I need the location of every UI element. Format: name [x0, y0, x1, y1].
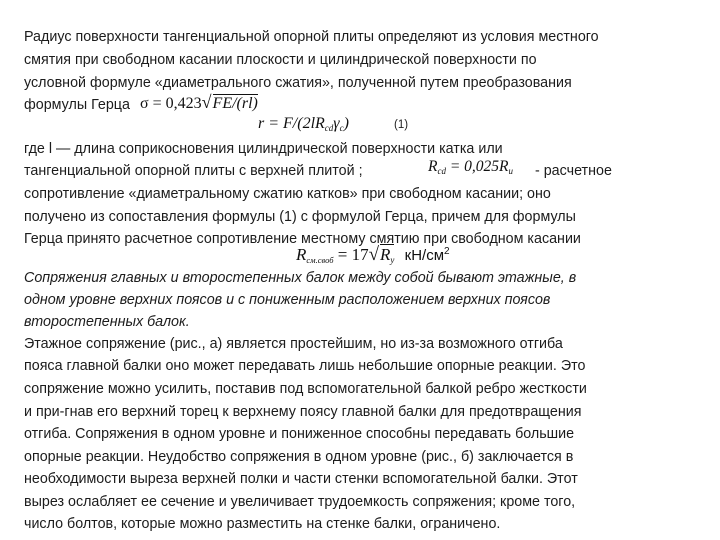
formula-rsm-radicand: [380, 244, 394, 264]
formula-rsm-rad-sub: y: [390, 255, 395, 265]
paragraph-line: отгиба. Сопряжения в одном уровне и пониженное способны передавать большие: [24, 426, 575, 442]
paragraph-line: и при-гнав его верхний торец к верхнему поясу главной балки для предотвращения: [24, 404, 582, 420]
paragraph-line: Этажное сопряжение (рис., а) является простейшим, но из-за возможного отгиба: [24, 336, 563, 352]
paragraph-line-italic: Сопряжения главных и второстепенных балок между собой бывают этажные, в: [24, 270, 577, 286]
formula-rcd-lhs: R: [428, 158, 438, 175]
formula-r-lhs: r = F/(2lR: [258, 115, 325, 132]
paragraph-line: опорные реакции. Неудобство сопряжения в одном уровне (рис., б) заключается в: [24, 449, 574, 465]
paragraph-line: вырез ослабляет ее сечение и увеличивает трудоемкость сопряжения; кроме того,: [24, 494, 576, 510]
formula-sigma: σ = 0,423√FE/(rl): [140, 92, 258, 112]
paragraph-line: Герца принято расчетное сопротивление местному смятию при свободном касании: [24, 231, 581, 247]
formula-rsm-unit-sup: 2: [444, 246, 450, 257]
formula-rcd: [428, 158, 513, 176]
formula-rsm-unit: кН/см: [404, 247, 445, 264]
paragraph-line: число болтов, которые можно разместить на стенке балки, ограничено.: [24, 516, 501, 532]
paragraph-line: смятия при свободном касании плоскости и цилиндрической поверхности по: [24, 52, 537, 68]
paragraph-line: - расчетное: [535, 163, 612, 179]
formula-r-sub2: c: [339, 123, 344, 133]
paragraph-line: получено из сопоставления формулы (1) с формулой Герца, причем для формулы: [24, 209, 576, 225]
formula-r-gamma: γ: [333, 115, 340, 132]
formula-rsm-mid: = 17: [337, 245, 369, 264]
paragraph-line: пояса главной балки оно может передавать лишь небольшие опорные реакции. Это: [24, 358, 586, 374]
equation-number: (1): [394, 119, 409, 131]
paragraph-line-italic: второстепенных балок.: [24, 314, 190, 330]
paragraph-line: где l — длина соприкосновения цилиндрической поверхности катка или: [24, 141, 503, 157]
formula-r-close: ): [343, 115, 349, 132]
formula-rcd-sub: cd: [437, 166, 446, 176]
formula-rcd-sub2: u: [508, 166, 514, 176]
paragraph-line: условной формуле «диаметрального сжатия», полученной путем преобразования: [24, 75, 572, 91]
paragraph-line: формулы Герца: [24, 97, 130, 113]
formula-r: [258, 115, 349, 133]
paragraph-line: сопротивление «диаметральному сжатию катков» при свободном касании; оно: [24, 186, 551, 202]
paragraph-line: Радиус поверхности тангенциальной опорной плиты определяют из условия местного: [24, 29, 599, 45]
formula-r-sub: cd: [324, 123, 334, 133]
formula-rsm-rad: R: [380, 245, 391, 264]
formula-sigma-lhs: σ = 0,423: [140, 95, 202, 112]
paragraph-line: необходимости выреза верхней полки и части стенки вспомогательной балки. Этот: [24, 471, 578, 487]
paragraph-line: тангенциальной опорной плиты с верхней плитой ;: [24, 163, 363, 179]
formula-sigma-radicand: FE/(rl): [212, 95, 258, 112]
paragraph-line-italic: одном уровне верхних поясов и с пониженным расположением верхних поясов: [24, 292, 551, 308]
formula-rsm-lhs: R: [296, 245, 307, 264]
paragraph-line: сопряжение можно усилить, поставив под вспомогательной балкой ребро жесткости: [24, 381, 587, 397]
formula-rcd-rhs: = 0,025R: [449, 158, 509, 175]
formula-rsm: Rсм.своб = 17√Ry $кН/см^2$: [296, 244, 450, 265]
formula-rsm-sub: см.своб: [306, 255, 334, 265]
